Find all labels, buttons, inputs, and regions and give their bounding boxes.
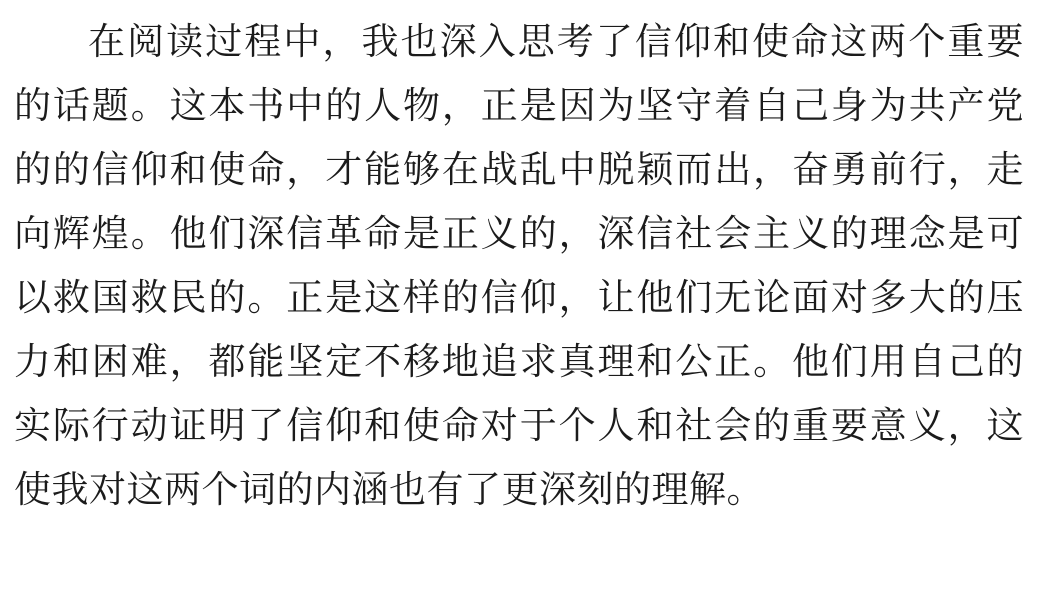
paragraph-1: 在阅读过程中，我也深入思考了信仰和使命这两个重要的话题。这本书中的人物，正是因为坚守着自己身为共产党的的信仰和使命，才能够在战乱中脱颖而出，奋勇前行，走向辉煌。他们深信革命是正义的，深信社会主义的理念是可以救国救民的。正是这样的信仰，让他们无论面对多大的压力和困难，都能坚定不移地追求真理和公正。他们用自己的实际行动证明了信仰和使命对于个人和社会的重要意义，这使我对这两个词的内涵也有了更深刻的理解。 — [14, 20, 1024, 511]
